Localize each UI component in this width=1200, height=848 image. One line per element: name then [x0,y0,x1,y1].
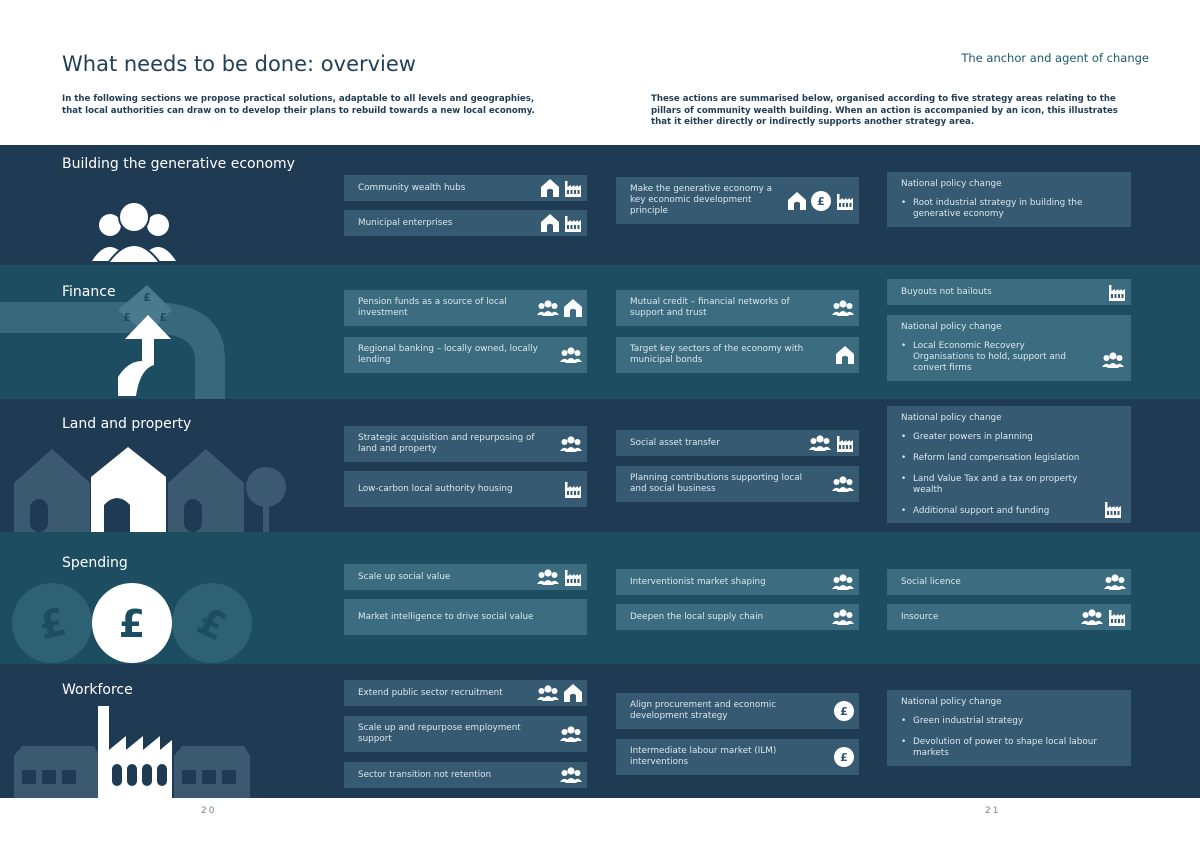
action-label: Regional banking – locally owned, locally lending [358,344,538,365]
policy-heading: National policy change [901,322,1002,332]
action-card [344,175,587,201]
action-label: Social licence [901,576,961,587]
svg-text:£: £ [190,598,233,650]
factory-illustration [12,706,252,798]
band-title: Spending [62,555,128,571]
house-icon [787,191,807,211]
band-finance [0,265,1200,399]
page-number-left: 20 [201,806,217,816]
action-card [344,210,587,236]
action-label: Pension funds as a source of local investment [358,297,507,318]
action-card [344,290,587,326]
action-card [616,290,859,326]
factory-icon [563,567,583,587]
action-card [616,430,859,456]
people-icon [536,299,560,317]
svg-text:£: £ [817,194,825,208]
svg-text:£: £ [159,311,167,324]
pound-coin-icon [833,700,855,722]
action-card [887,279,1131,305]
factory-icon [835,433,855,453]
band-generative-economy [0,145,1200,265]
action-card [616,177,859,224]
action-label: Interventionist market shaping [630,576,766,587]
action-card [344,471,587,507]
action-label: Community wealth hubs [358,182,466,193]
action-card [616,739,859,775]
policy-card [887,406,1131,523]
action-label: Scale up and repurpose employment support [358,723,521,744]
people-icon [559,435,583,453]
house-icon [563,298,583,318]
policy-card [887,690,1131,766]
pipe-illustration [0,265,240,399]
house-icon [540,178,560,198]
action-card [887,604,1131,630]
house-icon [835,345,855,365]
pound-coin-icon [810,190,832,212]
action-card [344,716,587,752]
people-icon [536,684,560,702]
people-icon [1080,608,1104,626]
band-title: Finance [62,284,116,300]
band-spending [0,532,1200,664]
people-icon [559,346,583,364]
people-icon [1101,351,1125,369]
action-label: Align procurement and economic development strategy [630,700,777,721]
policy-card [887,315,1131,381]
intro-right: These actions are summarised below, organised according to five strategy areas relating to the pillars of community wealth building. When an action is accompanied by an icon, this illustrates that it either directly or indirectly supports another strategy area. [651,94,1118,127]
action-label: Target key sectors of the economy with municipal bonds [630,344,804,365]
action-label: Social asset transfer [630,437,720,448]
factory-icon [1103,499,1123,519]
policy-heading: National policy change [901,413,1002,423]
policy-heading: National policy change [901,179,1002,189]
action-label: Deepen the local supply chain [630,611,764,622]
band-title: Workforce [62,682,133,698]
action-label: Sector transition not retention [358,769,492,780]
factory-icon [563,213,583,233]
people-icon [831,573,855,591]
action-label: Planning contributions supporting local and social business [630,473,803,494]
action-card [616,604,859,630]
svg-text:£: £ [118,602,146,646]
policy-item: • Additional support and funding [901,506,1087,517]
page-title: What needs to be done: overview [62,52,416,76]
band-title: Building the generative economy [62,156,295,172]
action-card [616,337,859,373]
policy-item: • Reform land compensation legislation [901,453,1087,464]
policy-item: • Green industrial strategy [901,716,1117,727]
policy-item: • Root industrial strategy in building the generative economy [901,198,1117,220]
action-label: Market intelligence to drive social value [358,611,534,622]
policy-item: • Land Value Tax and a tax on property wealth [901,474,1087,496]
action-label: Low-carbon local authority housing [358,483,513,494]
people-icon [559,766,583,784]
action-label: Make the generative economy a key economic development principle [630,184,773,216]
running-header: The anchor and agent of change [961,51,1149,65]
svg-text:£: £ [143,291,151,304]
svg-text:£: £ [33,599,71,649]
action-label: Mutual credit – financial networks of support and trust [630,297,790,318]
houses-illustration [10,447,295,532]
people-icon [831,608,855,626]
people-icon [1103,573,1127,591]
coins-illustration [10,582,260,664]
pound-coin-icon [833,746,855,768]
policy-card [887,172,1131,227]
action-label: Intermediate labour market (ILM) interventions [630,746,777,767]
action-label: Buyouts not bailouts [901,286,992,297]
action-card [344,599,587,635]
factory-icon [1107,282,1127,302]
factory-icon [563,178,583,198]
people-illustration [90,197,178,265]
band-land-property [0,399,1200,532]
action-card [344,426,587,462]
band-workforce [0,664,1200,798]
factory-icon [1107,607,1127,627]
svg-text:£: £ [840,705,848,718]
people-icon [808,434,832,452]
people-icon [559,725,583,743]
intro-left: In the following sections we propose practical solutions, adaptable to all levels and geographies, that local authorities can draw on to develop their plans to rebuild towards a new local economy. [62,94,535,116]
svg-text:£: £ [123,311,131,324]
house-icon [563,683,583,703]
action-label: Municipal enterprises [358,217,453,228]
house-icon [540,213,560,233]
action-label: Extend public sector recruitment [358,687,503,698]
policy-heading: National policy change [901,697,1002,707]
factory-icon [563,479,583,499]
svg-text:£: £ [840,751,848,764]
action-card [344,680,587,706]
policy-item: • Devolution of power to shape local labour markets [901,737,1117,759]
action-card [344,337,587,373]
policy-item: • Local Economic Recovery Organisations to hold, support and convert firms [901,341,1087,374]
page-number-right: 21 [985,806,1001,816]
action-card [344,564,587,590]
page-header [0,0,1200,145]
policy-item: • Greater powers in planning [901,432,1087,443]
people-icon [831,475,855,493]
action-card [344,762,587,788]
people-icon [536,568,560,586]
action-label: Strategic acquisition and repurposing of land and property [358,433,535,454]
action-card [616,693,859,729]
action-label: Insource [901,611,939,622]
action-card [616,569,859,595]
band-title: Land and property [62,416,192,432]
factory-icon [835,191,855,211]
action-card [887,569,1131,595]
action-card [616,466,859,502]
action-label: Scale up social value [358,571,451,582]
people-icon [831,299,855,317]
